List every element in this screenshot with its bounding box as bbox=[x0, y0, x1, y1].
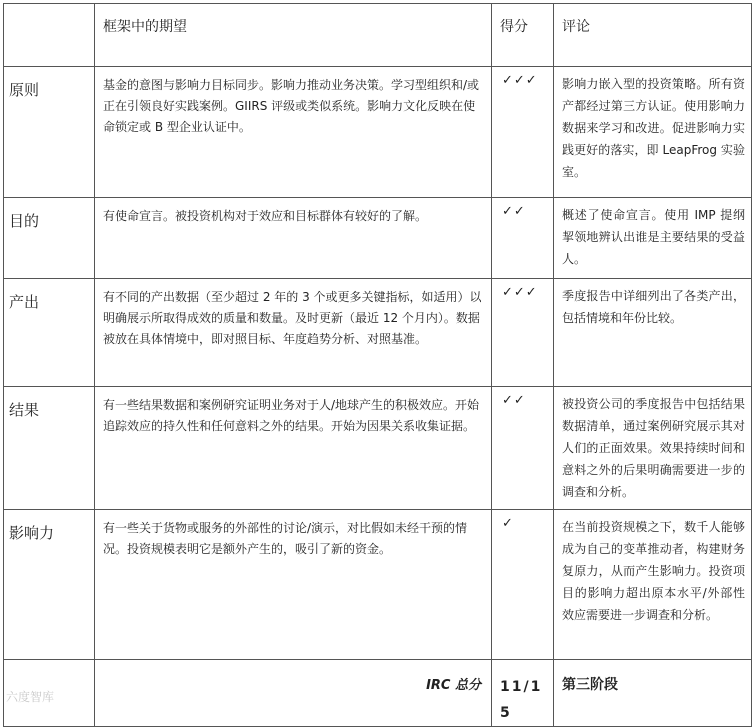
total-stage: 第三阶段 bbox=[554, 660, 752, 727]
row-label: 结果 bbox=[4, 387, 95, 510]
row-comment: 季度报告中详细列出了各类产出，包括情境和年份比较。 bbox=[554, 279, 752, 387]
total-label: IRC 总分 bbox=[95, 660, 492, 727]
impact-framework-table bbox=[3, 3, 752, 727]
table-row-outcome bbox=[4, 387, 752, 510]
header-expectation: 框架中的期望 bbox=[95, 4, 492, 67]
table-row-impact bbox=[4, 510, 752, 660]
table-header-row bbox=[4, 4, 752, 67]
table-row-purpose bbox=[4, 198, 752, 279]
row-comment: 被投资公司的季度报告中包括结果数据清单，通过案例研究展示其对人们的正面效果。效果持续时间和意料之外的后果明确需要进一步的调查和分析。 bbox=[554, 387, 752, 510]
row-comment: 在当前投资规模之下，数千人能够成为自己的变革推动者，构建财务复原力，从而产生影响力。投资项目的影响力超出原本水平/外部性效应需要进一步调查和分析。 bbox=[554, 510, 752, 660]
total-score: 11/15 bbox=[492, 660, 554, 727]
row-expectation: 基金的意图与影响力目标同步。影响力推动业务决策。学习型组织和/或正在引领良好实践案例。GIIRS 评级或类似系统。影响力文化反映在使命锁定或 B 型企业认证中。 bbox=[95, 67, 492, 198]
row-label: 影响力 bbox=[4, 510, 95, 660]
row-score: ✓ bbox=[492, 510, 554, 660]
row-label: 目的 bbox=[4, 198, 95, 279]
row-label: 原则 bbox=[4, 67, 95, 198]
table-row-principle bbox=[4, 67, 752, 198]
header-comment: 评论 bbox=[554, 4, 752, 67]
row-comment: 概述了使命宣言。使用 IMP 提纲挈领地辨认出谁是主要结果的受益人。 bbox=[554, 198, 752, 279]
table-row-output bbox=[4, 279, 752, 387]
watermark: 六度智库 bbox=[6, 690, 55, 704]
row-score: ✓✓✓ bbox=[492, 67, 554, 198]
row-score: ✓✓✓ bbox=[492, 279, 554, 387]
row-expectation: 有一些关于货物或服务的外部性的讨论/演示，对比假如未经干预的情况。投资规模表明它是额外产生的，吸引了新的资金。 bbox=[95, 510, 492, 660]
row-score: ✓✓ bbox=[492, 387, 554, 510]
header-empty-cell bbox=[4, 4, 95, 67]
row-score: ✓✓ bbox=[492, 198, 554, 279]
row-expectation: 有不同的产出数据（至少超过 2 年的 3 个或更多关键指标，如适用）以明确展示所取得成效的质量和数量。及时更新（最近 12 个月内）。数据被放在具体情境中，即对照目标、年度趋势分析、对照基准。 bbox=[95, 279, 492, 387]
row-label: 产出 bbox=[4, 279, 95, 387]
table-row-total bbox=[4, 660, 752, 727]
row-expectation: 有使命宣言。被投资机构对于效应和目标群体有较好的了解。 bbox=[95, 198, 492, 279]
row-comment: 影响力嵌入型的投资策略。所有资产都经过第三方认证。使用影响力数据来学习和改进。促进影响力实践更好的落实，即 LeapFrog 实验室。 bbox=[554, 67, 752, 198]
header-score: 得分 bbox=[492, 4, 554, 67]
row-expectation: 有一些结果数据和案例研究证明业务对于人/地球产生的积极效应。开始追踪效应的持久性和任何意料之外的结果。开始为因果关系收集证据。 bbox=[95, 387, 492, 510]
